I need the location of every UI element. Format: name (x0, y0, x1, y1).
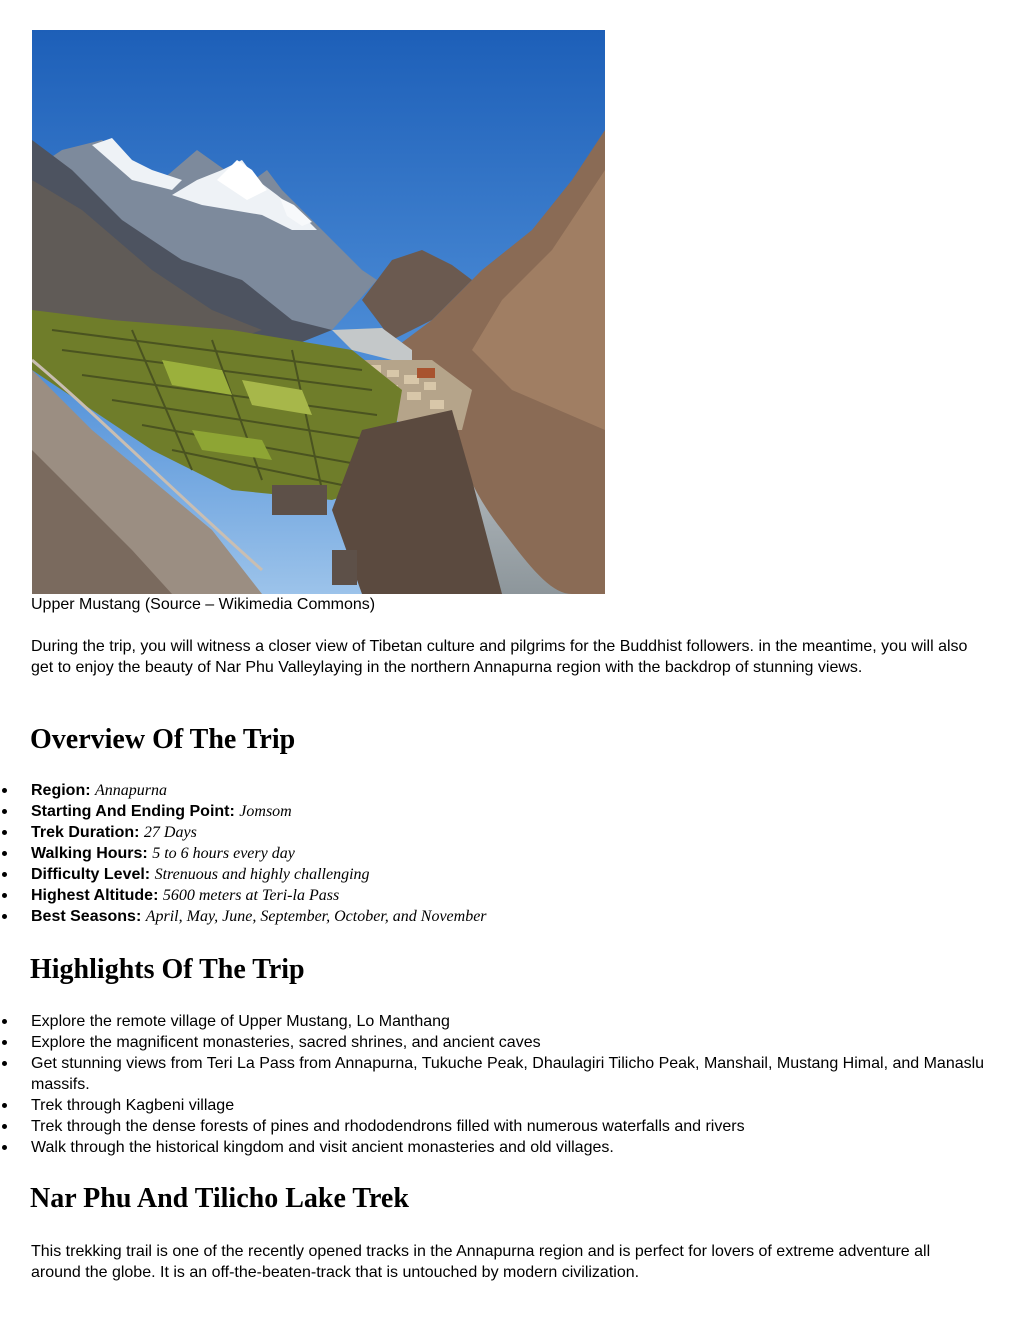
highlight-item-text: Explore the magnificent monasteries, sacred shrines, and ancient caves (31, 1034, 541, 1051)
overview-item (0, 780, 990, 801)
bullet-icon (2, 830, 7, 835)
upper-mustang-photo (32, 30, 605, 594)
highlights-heading: Highlights Of The Trip (30, 954, 305, 985)
bullet-icon (2, 1019, 7, 1024)
overview-item-value: Annapurna (95, 782, 167, 799)
overview-item-value: April, May, June, September, October, and November (145, 908, 487, 925)
overview-heading: Overview Of The Trip (30, 724, 296, 755)
overview-item-value: Strenuous and highly challenging (154, 866, 370, 883)
highlight-item (0, 1116, 990, 1137)
overview-list (0, 780, 990, 927)
overview-item (0, 801, 990, 822)
bullet-icon (2, 851, 7, 856)
highlight-item-text: Walk through the historical kingdom and visit ancient monasteries and old villages. (31, 1139, 614, 1156)
bullet-icon (2, 914, 7, 919)
highlight-item (0, 1137, 990, 1158)
overview-item (0, 822, 990, 843)
highlight-item (0, 1032, 990, 1053)
overview-item (0, 864, 990, 885)
overview-item-value: 5600 meters at Teri-la Pass (162, 887, 340, 904)
overview-item-label: Difficulty Level: (31, 866, 151, 883)
bullet-icon (2, 809, 7, 814)
overview-item (0, 885, 990, 906)
highlight-item-text: Explore the remote village of Upper Mustang, Lo Manthang (31, 1013, 450, 1030)
highlight-item (0, 1053, 990, 1095)
bullet-icon (2, 1124, 7, 1129)
overview-item-value: 5 to 6 hours every day (152, 845, 295, 862)
overview-item-label: Highest Altitude: (31, 887, 159, 904)
bullet-icon (2, 893, 7, 898)
highlight-item-text: Trek through the dense forests of pines and rhododendrons filled with numerous waterfalls and rivers (31, 1118, 745, 1135)
bullet-icon (2, 1103, 7, 1108)
highlight-item-text: Get stunning views from Teri La Pass from Annapurna, Tukuche Peak, Dhaulagiri Tilicho Peak, Manshail, Mustang Himal, and Manaslu massifs. (31, 1055, 985, 1093)
bullet-icon (2, 788, 7, 793)
overview-item-label: Starting And Ending Point: (31, 803, 235, 820)
overview-item-label: Trek Duration: (31, 824, 140, 841)
overview-item-label: Region: (31, 782, 91, 799)
overview-item-value: Jomsom (239, 803, 292, 820)
overview-item (0, 906, 990, 927)
intro-paragraph: During the trip, you will witness a closer view of Tibetan culture and pilgrims for the Buddhist followers. in the meantime, you will also get to enjoy the beauty of Nar Phu Valleylaying in the northern Annapurna region with the backdrop of stunning views. (31, 638, 968, 676)
narphu-paragraph: This trekking trail is one of the recently opened tracks in the Annapurna region and is perfect for lovers of extreme adventure all around the globe. It is an off-the-beaten-track that is untouched by modern civilization. (31, 1243, 931, 1281)
highlight-item (0, 1011, 990, 1032)
bullet-icon (2, 1145, 7, 1150)
photo-caption: Upper Mustang (Source – Wikimedia Commons) (31, 596, 376, 613)
overview-item-label: Walking Hours: (31, 845, 148, 862)
overview-item-value: 27 Days (143, 824, 197, 841)
highlight-item (0, 1095, 990, 1116)
overview-item-label: Best Seasons: (31, 908, 142, 925)
highlight-item-text: Trek through Kagbeni village (31, 1097, 235, 1114)
overview-item (0, 843, 990, 864)
bullet-icon (2, 1061, 7, 1066)
bullet-icon (2, 1040, 7, 1045)
highlights-list (0, 1011, 990, 1158)
narphu-heading: Nar Phu And Tilicho Lake Trek (30, 1183, 409, 1214)
bullet-icon (2, 872, 7, 877)
